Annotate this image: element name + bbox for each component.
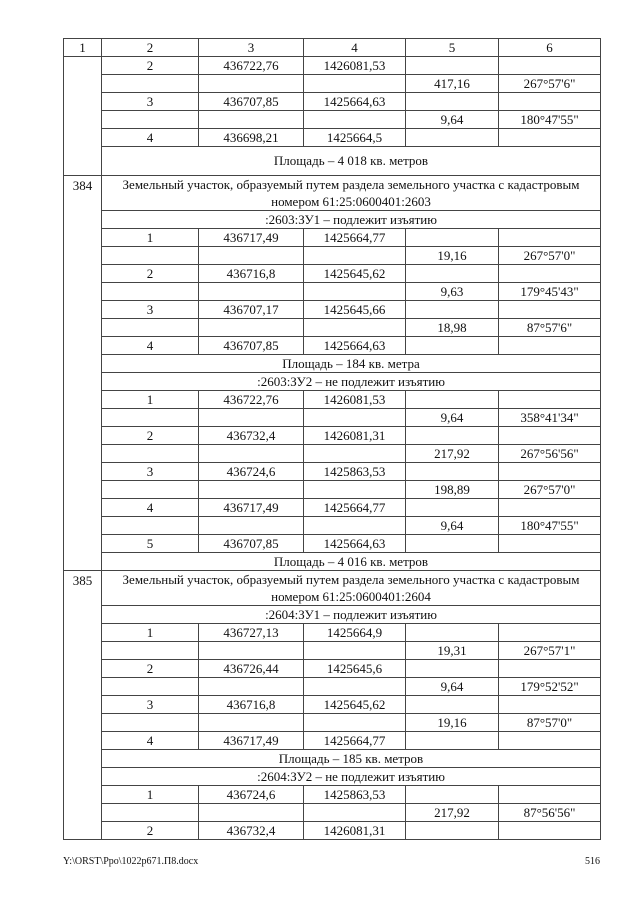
section-title bbox=[64, 176, 601, 211]
area-row bbox=[64, 553, 601, 571]
segment-length: 19,16 bbox=[406, 714, 499, 732]
segment-bearing: 180°47'55" bbox=[499, 111, 601, 129]
empty-cell bbox=[406, 129, 499, 147]
coord-x: 436724,6 bbox=[199, 463, 304, 481]
empty-cell bbox=[406, 660, 499, 678]
empty-cell bbox=[304, 678, 406, 696]
empty-cell bbox=[199, 319, 304, 337]
coord-y: 1425664,77 bbox=[304, 499, 406, 517]
empty-cell bbox=[499, 265, 601, 283]
point-row bbox=[64, 696, 601, 714]
section-number: 385 bbox=[64, 571, 102, 840]
empty-cell bbox=[499, 301, 601, 319]
segment-bearing: 87°57'0" bbox=[499, 714, 601, 732]
empty-cell bbox=[499, 129, 601, 147]
area-row: Площадь – 184 кв. метра bbox=[102, 355, 601, 373]
segment-bearing: 358°41'34" bbox=[499, 409, 601, 427]
header-cell: 5 bbox=[406, 39, 499, 57]
empty-cell bbox=[406, 427, 499, 445]
coord-x: 436727,13 bbox=[199, 624, 304, 642]
empty-cell bbox=[304, 283, 406, 301]
empty-cell bbox=[406, 732, 499, 750]
coord-y: 1425645,62 bbox=[304, 696, 406, 714]
empty-cell bbox=[304, 111, 406, 129]
segment-bearing: 179°52'52" bbox=[499, 678, 601, 696]
empty-cell bbox=[499, 57, 601, 75]
segment-length: 9,64 bbox=[406, 111, 499, 129]
empty-cell bbox=[406, 229, 499, 247]
point-row bbox=[64, 660, 601, 678]
empty-cell bbox=[499, 786, 601, 804]
empty-cell bbox=[199, 804, 304, 822]
empty-cell bbox=[304, 517, 406, 535]
coord-x: 436717,49 bbox=[199, 229, 304, 247]
header-row bbox=[64, 39, 601, 57]
empty-cell bbox=[199, 642, 304, 660]
coord-x: 436732,4 bbox=[199, 427, 304, 445]
coord-y: 1425645,62 bbox=[304, 265, 406, 283]
footer-file-path: Y:\ORST\Ppo\1022p671.П8.docx bbox=[63, 856, 199, 867]
empty-cell bbox=[406, 57, 499, 75]
point-number: 1 bbox=[102, 786, 199, 804]
point-row bbox=[64, 337, 601, 355]
point-number: 3 bbox=[102, 301, 199, 319]
empty-cell bbox=[406, 535, 499, 553]
segment-row bbox=[64, 409, 601, 427]
coord-x: 436707,85 bbox=[199, 337, 304, 355]
segment-row bbox=[64, 517, 601, 535]
point-number: 1 bbox=[102, 391, 199, 409]
empty-cell bbox=[406, 624, 499, 642]
coord-y: 1425664,63 bbox=[304, 535, 406, 553]
point-row bbox=[64, 391, 601, 409]
coord-y: 1425664,5 bbox=[304, 129, 406, 147]
empty-cell bbox=[102, 517, 199, 535]
header-cell: 3 bbox=[199, 39, 304, 57]
empty-cell bbox=[199, 409, 304, 427]
empty-cell bbox=[102, 75, 199, 93]
point-number: 4 bbox=[102, 129, 199, 147]
segment-bearing: 180°47'55" bbox=[499, 517, 601, 535]
part-label: :2603:ЗУ1 – подлежит изъятию bbox=[102, 211, 601, 229]
empty-cell bbox=[499, 535, 601, 553]
empty-cell bbox=[499, 93, 601, 111]
segment-row bbox=[64, 642, 601, 660]
point-row bbox=[64, 732, 601, 750]
point-row bbox=[64, 427, 601, 445]
segment-row bbox=[64, 319, 601, 337]
empty-cell bbox=[304, 714, 406, 732]
empty-cell bbox=[406, 696, 499, 714]
segment-length: 9,64 bbox=[406, 409, 499, 427]
area-row bbox=[64, 147, 601, 176]
header-cell: 2 bbox=[102, 39, 199, 57]
coord-y: 1425664,9 bbox=[304, 624, 406, 642]
segment-length: 198,89 bbox=[406, 481, 499, 499]
point-row bbox=[64, 93, 601, 111]
empty-cell bbox=[102, 319, 199, 337]
empty-cell bbox=[304, 445, 406, 463]
point-row bbox=[64, 265, 601, 283]
part-label bbox=[64, 211, 601, 229]
coord-x: 436716,8 bbox=[199, 265, 304, 283]
segment-bearing: 87°57'6" bbox=[499, 319, 601, 337]
part-label bbox=[64, 373, 601, 391]
segment-row bbox=[64, 75, 601, 93]
coord-y: 1425645,66 bbox=[304, 301, 406, 319]
empty-cell bbox=[406, 822, 499, 840]
empty-cell bbox=[499, 229, 601, 247]
point-number: 4 bbox=[102, 337, 199, 355]
empty-cell bbox=[102, 445, 199, 463]
coord-x: 436716,8 bbox=[199, 696, 304, 714]
point-row bbox=[64, 57, 601, 75]
part-label bbox=[64, 606, 601, 624]
empty-cell bbox=[406, 93, 499, 111]
segment-row bbox=[64, 111, 601, 129]
header-cell: 1 bbox=[64, 39, 102, 57]
coord-x: 436726,44 bbox=[199, 660, 304, 678]
empty-cell bbox=[406, 265, 499, 283]
empty-cell bbox=[199, 481, 304, 499]
area-row bbox=[64, 355, 601, 373]
coord-y: 1426081,53 bbox=[304, 391, 406, 409]
point-row bbox=[64, 129, 601, 147]
empty-cell bbox=[499, 732, 601, 750]
empty-cell bbox=[499, 660, 601, 678]
empty-cell bbox=[304, 75, 406, 93]
empty-cell bbox=[406, 301, 499, 319]
empty-cell bbox=[102, 714, 199, 732]
point-number: 5 bbox=[102, 535, 199, 553]
empty-cell bbox=[199, 678, 304, 696]
section-title: Земельный участок, образуемый путем раздела земельного участка с кадастровым номером 61:25:0600401:2604 bbox=[102, 571, 601, 606]
coord-x: 436717,49 bbox=[199, 499, 304, 517]
empty-cell bbox=[499, 427, 601, 445]
footer-page-number: 516 bbox=[585, 856, 600, 867]
coord-y: 1425645,6 bbox=[304, 660, 406, 678]
segment-length: 217,92 bbox=[406, 445, 499, 463]
segment-length: 19,31 bbox=[406, 642, 499, 660]
empty-cell bbox=[304, 642, 406, 660]
point-number: 1 bbox=[102, 624, 199, 642]
empty-cell bbox=[102, 111, 199, 129]
empty-cell bbox=[499, 337, 601, 355]
coord-x: 436707,85 bbox=[199, 93, 304, 111]
point-row bbox=[64, 229, 601, 247]
empty-cell bbox=[102, 283, 199, 301]
segment-row bbox=[64, 714, 601, 732]
point-number: 4 bbox=[102, 732, 199, 750]
empty-cell bbox=[199, 75, 304, 93]
area-row: Площадь – 4 016 кв. метров bbox=[102, 553, 601, 571]
part-label bbox=[64, 768, 601, 786]
coord-x: 436717,49 bbox=[199, 732, 304, 750]
point-row bbox=[64, 822, 601, 840]
coord-y: 1425863,53 bbox=[304, 786, 406, 804]
section-title bbox=[64, 571, 601, 606]
empty-cell bbox=[199, 283, 304, 301]
section-number: 384 bbox=[64, 176, 102, 571]
point-number: 3 bbox=[102, 463, 199, 481]
segment-bearing: 87°56'56" bbox=[499, 804, 601, 822]
coord-y: 1426081,31 bbox=[304, 427, 406, 445]
empty-cell bbox=[102, 678, 199, 696]
empty-cell bbox=[499, 499, 601, 517]
coord-y: 1426081,31 bbox=[304, 822, 406, 840]
coord-y: 1425664,77 bbox=[304, 229, 406, 247]
empty-cell bbox=[102, 804, 199, 822]
point-row bbox=[64, 301, 601, 319]
segment-length: 217,92 bbox=[406, 804, 499, 822]
point-row bbox=[64, 499, 601, 517]
empty-cell bbox=[406, 499, 499, 517]
coord-x: 436707,17 bbox=[199, 301, 304, 319]
point-row bbox=[64, 624, 601, 642]
area-row bbox=[64, 750, 601, 768]
empty-cell bbox=[499, 696, 601, 714]
empty-cell bbox=[406, 786, 499, 804]
point-number: 4 bbox=[102, 499, 199, 517]
part-label: :2604:ЗУ2 – не подлежит изъятию bbox=[102, 768, 601, 786]
segment-bearing: 267°57'0" bbox=[499, 481, 601, 499]
empty-cell bbox=[199, 111, 304, 129]
point-row bbox=[64, 463, 601, 481]
header-cell: 6 bbox=[499, 39, 601, 57]
empty-cell bbox=[304, 319, 406, 337]
coord-y: 1425664,63 bbox=[304, 93, 406, 111]
coord-x: 436722,76 bbox=[199, 391, 304, 409]
segment-length: 9,64 bbox=[406, 678, 499, 696]
point-number: 2 bbox=[102, 660, 199, 678]
part-label: :2604:ЗУ1 – подлежит изъятию bbox=[102, 606, 601, 624]
empty-cell bbox=[499, 391, 601, 409]
area-row: Площадь – 4 018 кв. метров bbox=[102, 147, 601, 176]
point-number: 1 bbox=[102, 229, 199, 247]
section-title: Земельный участок, образуемый путем раздела земельного участка с кадастровым номером 61:25:0600401:2603 bbox=[102, 176, 601, 211]
empty-cell bbox=[406, 391, 499, 409]
empty-cell bbox=[199, 445, 304, 463]
coord-y: 1425863,53 bbox=[304, 463, 406, 481]
point-row bbox=[64, 535, 601, 553]
coordinates-table bbox=[63, 38, 601, 840]
empty-cell bbox=[199, 247, 304, 265]
part-label: :2603:ЗУ2 – не подлежит изъятию bbox=[102, 373, 601, 391]
empty-cell bbox=[499, 822, 601, 840]
point-number: 2 bbox=[102, 265, 199, 283]
empty-cell bbox=[199, 517, 304, 535]
coord-x: 436707,85 bbox=[199, 535, 304, 553]
coord-x: 436722,76 bbox=[199, 57, 304, 75]
coord-y: 1425664,77 bbox=[304, 732, 406, 750]
coord-y: 1426081,53 bbox=[304, 57, 406, 75]
point-number: 2 bbox=[102, 57, 199, 75]
coord-y: 1425664,63 bbox=[304, 337, 406, 355]
point-number: 3 bbox=[102, 93, 199, 111]
segment-row bbox=[64, 247, 601, 265]
coord-x: 436724,6 bbox=[199, 786, 304, 804]
segment-row bbox=[64, 481, 601, 499]
segment-bearing: 267°57'1" bbox=[499, 642, 601, 660]
empty-cell bbox=[406, 463, 499, 481]
segment-bearing: 179°45'43" bbox=[499, 283, 601, 301]
segment-length: 18,98 bbox=[406, 319, 499, 337]
point-number: 3 bbox=[102, 696, 199, 714]
segment-row bbox=[64, 804, 601, 822]
segment-length: 19,16 bbox=[406, 247, 499, 265]
empty-cell bbox=[102, 481, 199, 499]
empty-cell bbox=[102, 247, 199, 265]
segment-bearing: 267°57'0" bbox=[499, 247, 601, 265]
segment-row bbox=[64, 283, 601, 301]
coord-x: 436698,21 bbox=[199, 129, 304, 147]
empty-cell bbox=[499, 624, 601, 642]
point-number: 2 bbox=[102, 822, 199, 840]
segment-length: 417,16 bbox=[406, 75, 499, 93]
segment-bearing: 267°57'6" bbox=[499, 75, 601, 93]
segment-row bbox=[64, 445, 601, 463]
empty-cell bbox=[406, 337, 499, 355]
header-cell: 4 bbox=[304, 39, 406, 57]
segment-bearing: 267°56'56" bbox=[499, 445, 601, 463]
section-number-cell bbox=[64, 57, 102, 176]
empty-cell bbox=[499, 463, 601, 481]
segment-row bbox=[64, 678, 601, 696]
area-row: Площадь – 185 кв. метров bbox=[102, 750, 601, 768]
empty-cell bbox=[304, 247, 406, 265]
empty-cell bbox=[304, 409, 406, 427]
segment-length: 9,63 bbox=[406, 283, 499, 301]
empty-cell bbox=[199, 714, 304, 732]
empty-cell bbox=[304, 481, 406, 499]
point-row bbox=[64, 786, 601, 804]
point-number: 2 bbox=[102, 427, 199, 445]
segment-length: 9,64 bbox=[406, 517, 499, 535]
empty-cell bbox=[102, 409, 199, 427]
empty-cell bbox=[102, 642, 199, 660]
empty-cell bbox=[304, 804, 406, 822]
coord-x: 436732,4 bbox=[199, 822, 304, 840]
